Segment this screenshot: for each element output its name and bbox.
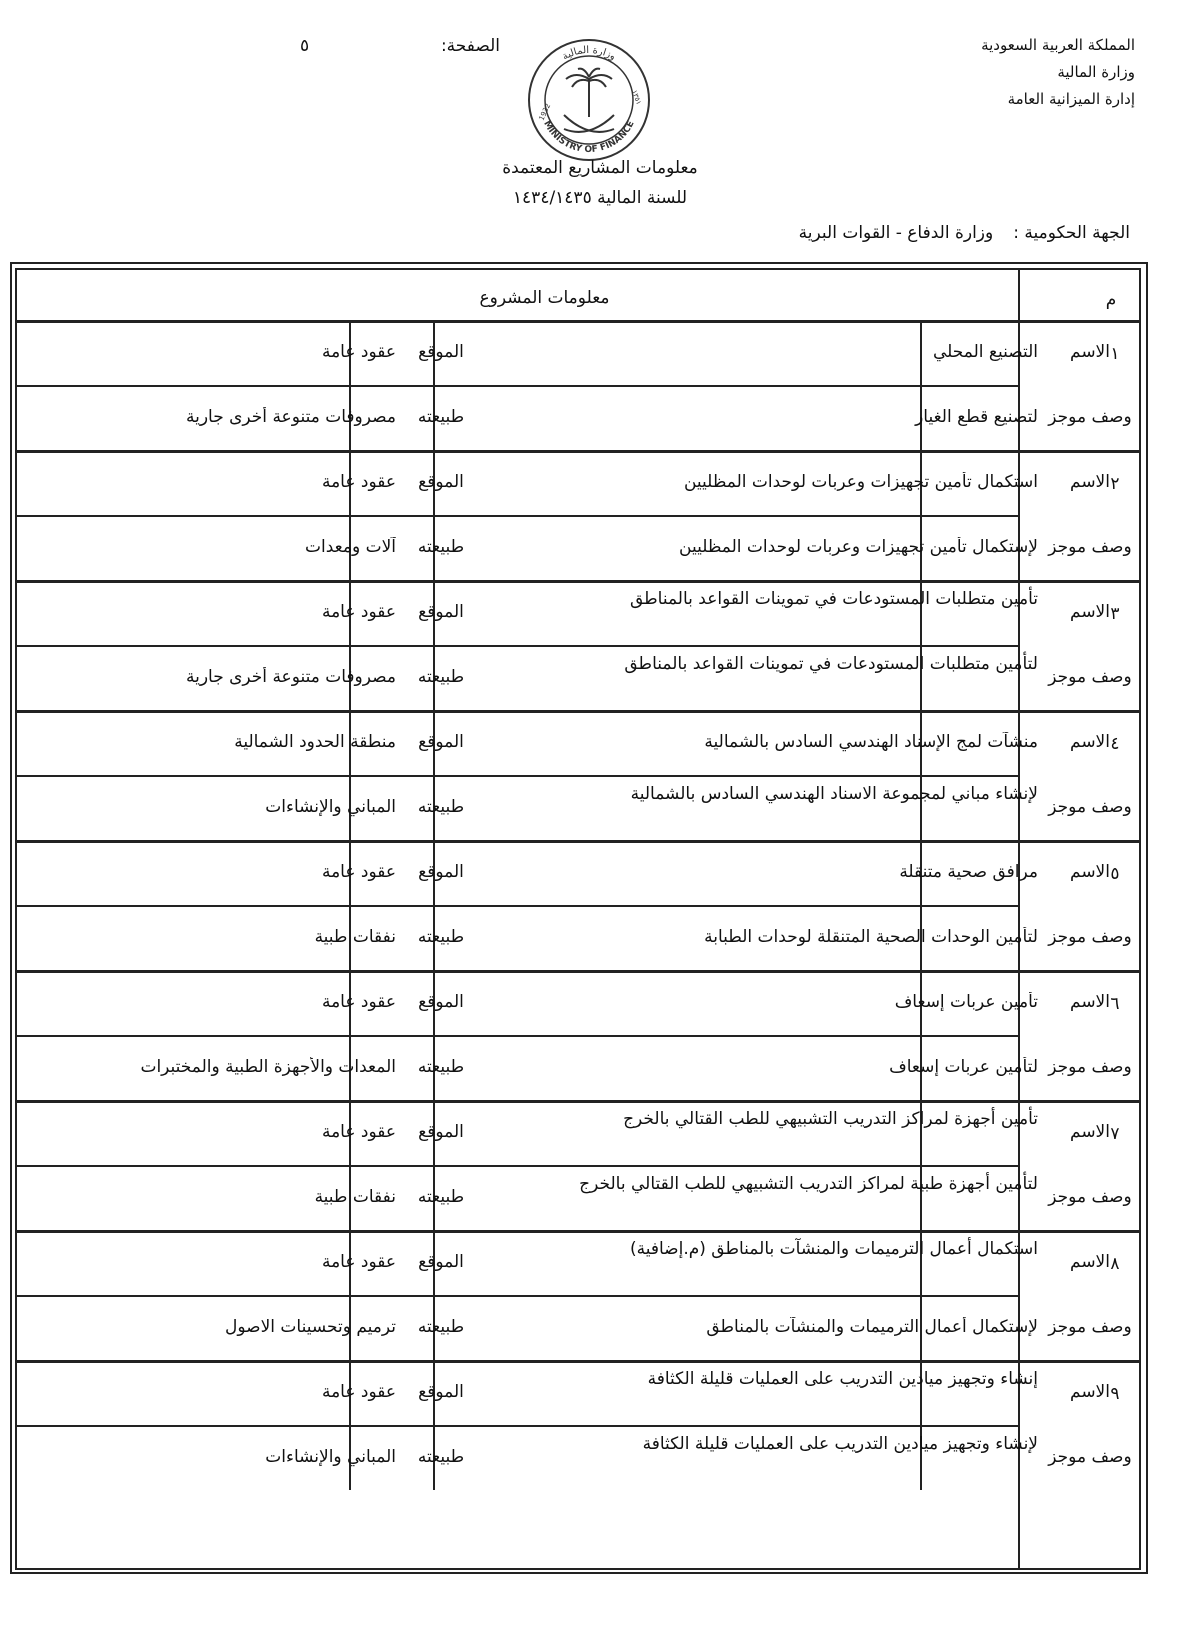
project-name: تأمين أجهزة لمراكز التدريب التشبيهي للطب القتالي بالخرج [623,1109,1038,1129]
project-location: عقود عامة [321,1122,396,1142]
column-divider [349,580,351,710]
nature-label: طبيعته [417,1447,465,1467]
project-description: لإستكمال تأمين تجهيزات وعربات لوحدات المظليين [679,537,1038,557]
logo-arabic-text: وزارة المالية [560,44,618,63]
row-divider [15,970,1141,973]
table-header-info: معلومات المشروع [479,288,610,308]
document-title [400,153,800,213]
name-label: الاسم [1070,1382,1110,1402]
project-name: مرافق صحية متنقلة [899,862,1038,882]
column-divider [920,970,922,1100]
project-name: استكمال أعمال الترميمات والمنشآت بالمناطق (م.إضافية) [629,1239,1038,1259]
project-nature: مصروفات متنوعة أخرى جارية [185,407,396,427]
ministry-name: وزارة المالية [1057,63,1135,81]
description-label: وصف موجز [1048,667,1132,687]
nature-label: طبيعته [417,1317,465,1337]
row-divider [15,1100,1141,1103]
column-divider [433,1100,435,1230]
sub-row-divider [15,385,1018,387]
row-divider [15,1360,1141,1363]
project-index: ٨ [1110,1254,1120,1274]
project-description: لتأمين أجهزة طبية لمراكز التدريب التشبيهي للطب القتالي بالخرج [579,1174,1038,1194]
sub-row-divider [15,515,1018,517]
project-nature: ترميم وتحسينات الاصول [225,1317,396,1337]
nature-label: طبيعته [417,927,465,947]
name-label: الاسم [1070,732,1110,752]
letterhead [805,32,1135,113]
name-label: الاسم [1070,992,1110,1012]
description-label: وصف موجز [1048,537,1132,557]
page-label: الصفحة: [440,36,500,56]
project-location: عقود عامة [321,472,396,492]
project-description: لتأمين الوحدات الصحية المتنقلة لوحدات الطبابة [704,927,1038,947]
location-label: الموقع [418,472,464,492]
location-label: الموقع [418,862,464,882]
column-divider [433,580,435,710]
name-label: الاسم [1070,1252,1110,1272]
location-label: الموقع [418,602,464,622]
palm-swords-emblem [564,69,614,132]
row-divider [15,450,1141,453]
description-label: وصف موجز [1048,1057,1132,1077]
nature-label: طبيعته [417,1187,465,1207]
svg-text:وزارة المالية [561,45,618,63]
column-divider [349,1230,351,1360]
row-divider [15,1230,1141,1233]
description-label: وصف موجز [1048,927,1132,947]
name-label: الاسم [1070,602,1110,622]
logo-year-hijri: ١٣٥١ [630,88,643,106]
column-divider [433,1360,435,1490]
description-label: وصف موجز [1048,407,1132,427]
project-description: لتأمين متطلبات المستودعات في تموينات القواعد بالمناطق [624,654,1038,674]
entity-label: الجهة الحكومية : [1013,223,1130,243]
project-index: ٤ [1110,734,1120,754]
project-index: ٦ [1110,994,1120,1014]
location-label: الموقع [418,1122,464,1142]
project-description: لإستكمال أعمال الترميمات والمنشآت بالمناطق [706,1317,1038,1337]
sub-row-divider [15,1165,1018,1167]
sub-row-divider [15,775,1018,777]
project-index: ١ [1110,344,1120,364]
title-line-2: للسنة المالية ١٤٣٤/١٤٣٥ [512,188,688,208]
project-description: لتصنيع قطع الغيار [915,407,1038,427]
column-divider [920,710,922,840]
project-nature: آلات ومعدات [305,537,396,557]
column-divider [433,320,435,450]
column-divider [433,970,435,1100]
nature-label: طبيعته [417,1057,465,1077]
sub-row-divider [15,1035,1018,1037]
column-divider [920,320,922,450]
location-label: الموقع [418,992,464,1012]
column-divider [433,1230,435,1360]
project-index: ٢ [1110,474,1120,494]
location-label: الموقع [418,342,464,362]
project-name: استكمال تأمين تجهيزات وعربات لوحدات المظليين [683,472,1038,492]
column-divider [920,450,922,580]
nature-label: طبيعته [417,667,465,687]
column-divider [433,840,435,970]
project-location: عقود عامة [321,342,396,362]
project-index: ٥ [1110,864,1120,884]
table-header-index: م [1105,290,1117,310]
column-divider [349,450,351,580]
nature-label: طبيعته [417,797,465,817]
project-name: تأمين متطلبات المستودعات في تموينات القواعد بالمناطق [629,589,1038,609]
project-location: عقود عامة [321,602,396,622]
name-label: الاسم [1070,342,1110,362]
logo-year-gregorian: 1932 [537,102,553,122]
column-divider [433,710,435,840]
row-divider [15,320,1141,323]
name-label: الاسم [1070,862,1110,882]
logo-english-text: MINISTRY OF FINANCE [541,119,637,156]
description-label: وصف موجز [1048,1447,1132,1467]
project-name: منشآت لمج الإسناد الهندسي السادس بالشمالية [704,732,1038,752]
nature-label: طبيعته [417,407,465,427]
nature-label: طبيعته [417,537,465,557]
sub-row-divider [15,1295,1018,1297]
column-divider [349,1360,351,1490]
project-nature: المباني والإنشاءات [265,1447,396,1467]
project-location: عقود عامة [321,992,396,1012]
project-index: ٩ [1110,1384,1120,1404]
location-label: الموقع [418,1252,464,1272]
project-index: ٣ [1110,604,1120,624]
description-label: وصف موجز [1048,1317,1132,1337]
column-divider [349,710,351,840]
project-nature: نفقات طبية [314,927,396,947]
project-nature: نفقات طبية [314,1187,396,1207]
sub-row-divider [15,645,1018,647]
ministry-of-finance-logo [526,37,652,163]
project-location: عقود عامة [321,1382,396,1402]
page-number: ٥ [300,36,310,56]
project-index: ٧ [1110,1124,1120,1144]
project-name: إنشاء وتجهيز ميادين التدريب على العمليات قليلة الكثافة [647,1369,1038,1389]
row-divider [15,840,1141,843]
project-nature: المعدات والأجهزة الطبية والمختبرات [140,1057,396,1077]
column-divider [433,450,435,580]
government-entity [799,223,1130,243]
location-label: الموقع [418,732,464,752]
column-divider [920,840,922,970]
department-name: إدارة الميزانية العامة [1007,90,1135,108]
title-line-1: معلومات المشاريع المعتمدة [502,158,698,178]
name-label: الاسم [1070,1122,1110,1142]
project-location: عقود عامة [321,1252,396,1272]
row-divider [15,580,1141,583]
project-description: لإنشاء مباني لمجموعة الاسناد الهندسي السادس بالشمالية [630,784,1038,804]
column-divider [349,970,351,1100]
name-label: الاسم [1070,472,1110,492]
project-name: تأمين عربات إسعاف [894,992,1038,1012]
sub-row-divider [15,1425,1018,1427]
column-divider [349,1100,351,1230]
column-divider [349,840,351,970]
entity-value: وزارة الدفاع - القوات البرية [798,223,994,243]
project-location: منطقة الحدود الشمالية [234,732,396,752]
project-location: عقود عامة [321,862,396,882]
project-nature: المباني والإنشاءات [265,797,396,817]
country-name: المملكة العربية السعودية [981,36,1135,54]
project-name: التصنيع المحلي [933,342,1038,362]
description-label: وصف موجز [1048,1187,1132,1207]
location-label: الموقع [418,1382,464,1402]
project-description: لتأمين عربات إسعاف [889,1057,1038,1077]
description-label: وصف موجز [1048,797,1132,817]
project-nature: مصروفات متنوعة أخرى جارية [185,667,396,687]
project-description: لإنشاء وتجهيز ميادين التدريب على العمليات قليلة الكثافة [642,1434,1038,1454]
sub-row-divider [15,905,1018,907]
row-divider [15,710,1141,713]
column-divider [349,320,351,450]
